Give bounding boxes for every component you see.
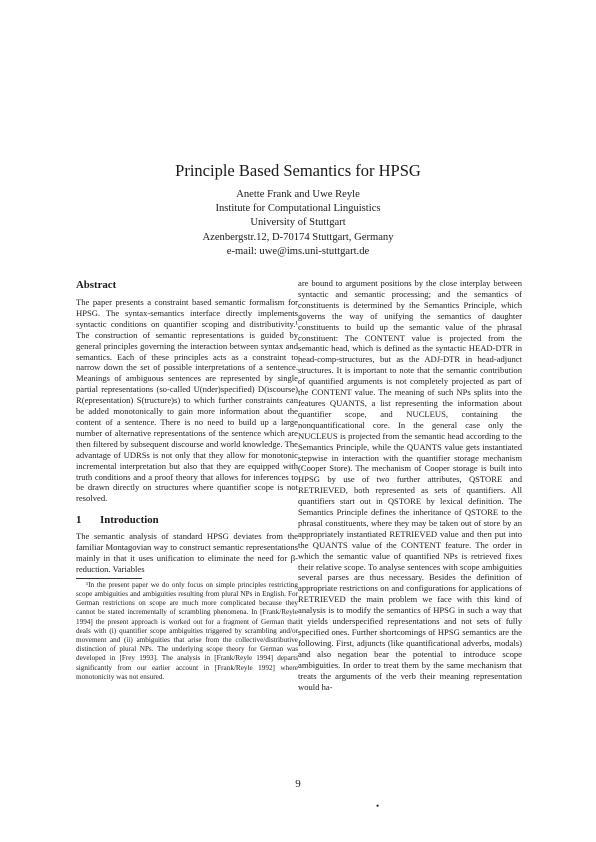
paper-title: Principle Based Semantics for HPSG (175, 161, 421, 180)
author-block (0, 188, 596, 259)
university: University of Stuttgart (250, 217, 346, 229)
right-column-text: are bound to argument positions by the close interplay between syntactic and semantic processing; and the semantics of constituents is determined by the Semantics Principle, which governs the way of unifying the semantics of daughter constituents to build up the semantic value of the phrasal constituent: The CONTENT value is projected from the semantic head, which is defined as the syntactic HEAD-DTR in head-comp-structures, but as the ADJ-DTR in head-adjunct structures. It is important to note that the semantic contribution of quantified arguments is not completely projected as part of the CONTENT value. The meaning of such NPs splits into the features QUANTS, a list representing the information about quantifier scope, and NUCLEUS, containing the nonquantificational core. In the general case only the NUCLEUS is projected from the semantic head according to the Semantics Principle, while the QUANTS value gets instantiated stepwise in interaction with the quantifier storage mechanism (Cooper Store). The mechanism of Cooper storage is built into HPSG by use of two further attributes, QSTORE and RETRIEVED, both represented as sets of quantifiers. All quantifiers start out in QSTORE by lexical definition. The Semantics Principle defines the inheritance of QSTORE to the phrasal constituents, where they may be taken out of store by an appropriately instantiated RETRIEVED value and then put into the QUANTS value of the CONTENT feature. The order in which the semantic value of quantified NPs is retrieved fixes their relative scope. To analyse sentences with scope ambiguities several parses are thus necessary. Besides the definition of appropriate restrictions on and configurations for applications of RETRIEVED the main problem we face with this kind of analysis is to modify the semantics of HPSG in such a way that it yields underspecified representations and not sets of fully specified ones. Further shortcomings of HPSG semantics are the following. First, adjuncts (like quantificational adverbs, modals) and also negation bear the potential to introduce scope ambiguities. In order to treat them by the same mechanism that treats the arguments of the verb their meaning representation would ha- (298, 278, 522, 692)
address: Azenbergstr.12, D-70174 Stuttgart, Germany (202, 231, 394, 243)
intro-text: The semantic analysis of standard HPSG deviates from the familiar Montagovian way to construct semantic representations mainly in that it uses unification to eliminate the need for β-reduction. Variables (76, 531, 298, 574)
email: e-mail: uwe@ims.uni-stuttgart.de (226, 245, 370, 257)
section-number: 1 (76, 514, 82, 527)
footnote: ¹In the present paper we do only focus on simple principles restricting scope ambiguities and ambiguities resulting from plural NPs in English. For German restrictions on scope are much more complicated because they cannot be stated incrementally of scrambling phenomena. In [Frank/Reyle 1994] the present approach is worked out for a fragment of German that deals with (i) quantifier scope ambiguities triggered by scrambling and/or movement and (ii) ambiguities that arise from the collective/distributive distinction of plural NPs. The underlying scope theory for German was developed in [Frey 1993]. The analysis in [Frank/Reyle 1994] departs significantly from our earlier account in [Frank/Reyle 1992] where monotonicity was not ensured. (76, 580, 298, 681)
footnote-rule (76, 578, 142, 579)
left-column (76, 278, 298, 682)
authors: Anette Frank and Uwe Reyle (236, 189, 360, 200)
stray-mark: • (376, 801, 380, 811)
abstract-text: The paper presents a constraint based semantic formalism for HPSG. The syntax-semantics interface directly implements syntactic conditions on quantifier scoping and distributivity.¹ The construction of semantic representations is guided by general principles governing the interaction between syntax and semantics. Each of these principles acts as a constraint to narrow down the set of possible interpretations of a sentence. Meanings of ambiguous sentences are represented by single partial representations (so-called U(nder)specified) D(iscourse) R(epresentation) S(tructure)s) to which further constraints can be added monotonically to gain more information about the content of a sentence. There is no need to build up a large number of alternative representations of the sentence which are then filtered by subsequent discourse and world knowledge. The advantage of UDRSs is not only that they allow for monotonic incremental interpretation but also that they are equipped with truth conditions and a proof theory that allows for inferences to be drawn directly on structures where quantifier scope is not resolved. (76, 297, 298, 504)
right-column (298, 278, 522, 692)
section-heading (76, 513, 298, 527)
section-title: Introduction (100, 514, 159, 527)
affiliation: Institute for Computational Linguistics (215, 203, 381, 215)
abstract-heading: Abstract (76, 279, 117, 291)
page-number: 9 (295, 778, 301, 790)
